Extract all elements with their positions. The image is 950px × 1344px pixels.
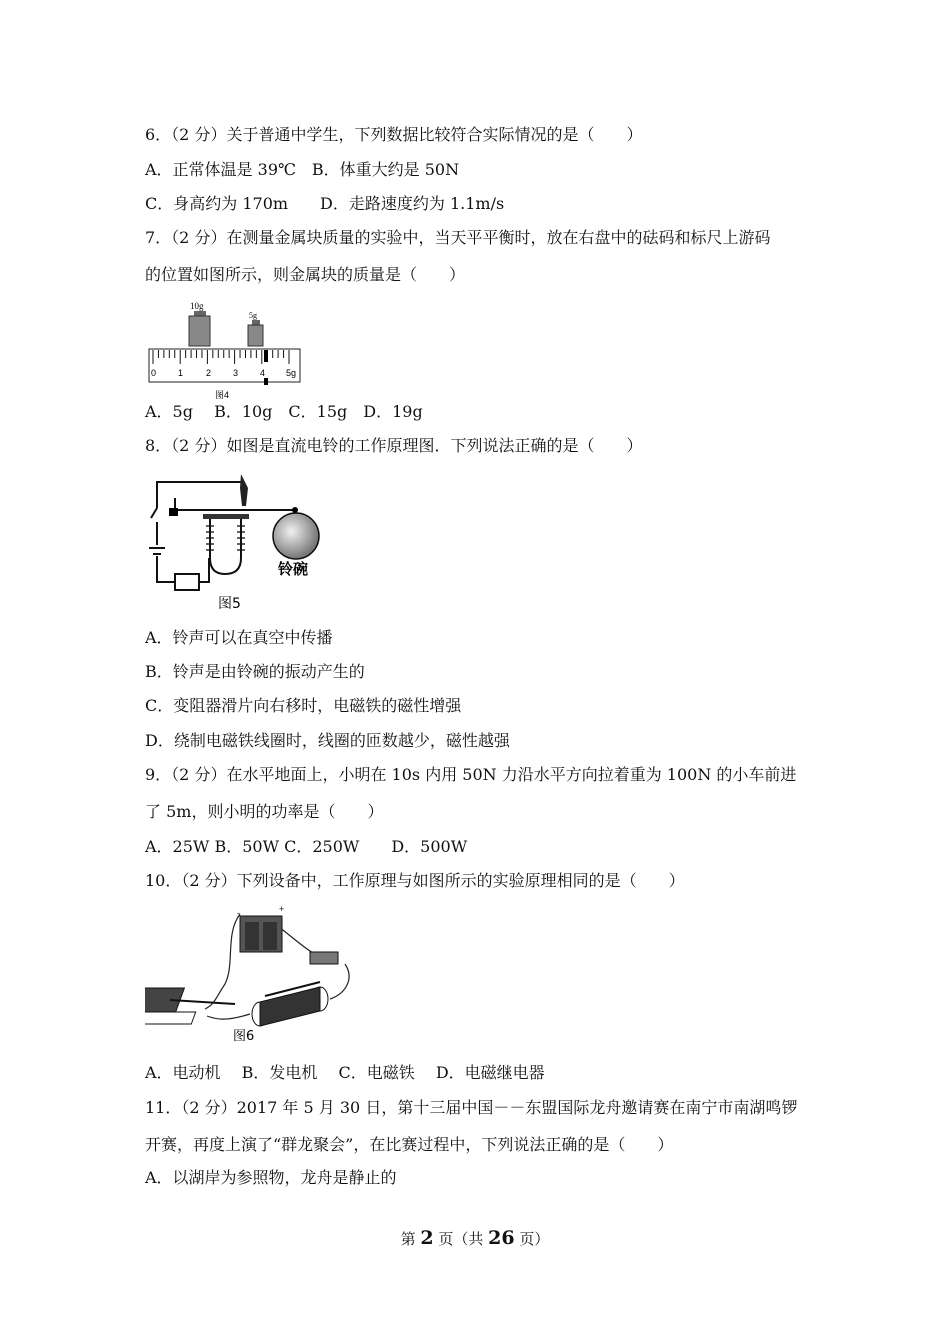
q9-options: A．25W B．50W C．250W D．500W [145, 837, 468, 856]
q6-options-ab: A．正常体温是 39℃ B．体重大约是 50N [145, 160, 460, 179]
q11-stem-line2: 开赛，再度上演了“群龙聚会”，在比赛过程中，下列说法正确的是（ ） [145, 1135, 674, 1154]
wire-bottom-left [157, 556, 175, 582]
footer-page-number: 2 [420, 1227, 434, 1249]
battery-cell-left [245, 922, 259, 950]
footer-total-pages: 26 [488, 1227, 515, 1249]
ruler-label-4: 4 [260, 368, 266, 378]
figure-4-caption: 图4 [215, 390, 230, 400]
knife-switch [310, 952, 338, 964]
footer-middle: 页（共 [433, 1230, 489, 1248]
bell-bowl [273, 513, 319, 559]
ruler-label-0: 0 [151, 368, 157, 378]
weight-5g [248, 325, 263, 346]
u-core [210, 518, 241, 574]
footer-prefix: 第 [400, 1230, 421, 1248]
rheostat [175, 574, 199, 590]
q8-option-d: D．绕制电磁铁线圈时，线圈的匝数越少，磁性越强 [145, 731, 510, 750]
terminal [169, 508, 178, 516]
page-footer [0, 1227, 950, 1249]
figure-5-caption: 图5 [218, 596, 241, 612]
q10-options: A．电动机 B．发电机 C．电磁铁 D．电磁继电器 [145, 1063, 545, 1082]
base-board [145, 1012, 196, 1024]
q7-stem-line2: 的位置如图所示，则金属块的质量是（ ） [145, 265, 466, 284]
rider-pointer [264, 378, 268, 385]
weight-10g [189, 316, 210, 346]
q7-stem-line1: 7．（2 分）在测量金属块质量的实验中，当天平平衡时，放在右盘中的砝码和标尺上游码 [145, 228, 771, 247]
q6-stem: 6．（2 分）关于普通中学生，下列数据比较符合实际情况的是（ ） [145, 125, 643, 144]
q8-option-b: B．铃声是由铃碗的振动产生的 [145, 662, 365, 681]
rider-marker [264, 350, 268, 362]
svg-text:-: - [237, 908, 240, 918]
ruler-label-2: 2 [206, 368, 212, 378]
battery-cell-right [263, 922, 277, 950]
footer-suffix: 页） [514, 1230, 550, 1248]
q9-stem-line1: 9．（2 分）在水平地面上，小明在 10s 内用 50N 力沿水平方向拉着重为 100N 的小车前进 [145, 765, 797, 784]
weight-10g-label: 10g [190, 301, 204, 311]
ruler-label-5: 5g [286, 368, 297, 378]
ruler-label-1: 1 [178, 368, 184, 378]
figure-4-balance-ruler [145, 298, 305, 401]
svg-text:+: + [279, 904, 285, 914]
q7-options: A．5g B．10g C．15g D．19g [145, 402, 423, 421]
q8-option-c: C．变阻器滑片向右移时，电磁铁的磁性增强 [145, 696, 462, 715]
q9-stem-line2: 了 5m，则小明的功率是（ ） [145, 802, 384, 821]
electromagnet-plate [203, 514, 249, 519]
q8-stem: 8．（2 分）如图是直流电铃的工作原理图．下列说法正确的是（ ） [145, 436, 643, 455]
q11-stem-line1: 11．（2 分）2017 年 5 月 30 日，第十三届中国－－东盟国际龙舟邀请赛在南宁市南湖鸣锣 [145, 1098, 798, 1117]
hammer-head [292, 507, 298, 513]
contact-screw [240, 474, 248, 506]
q10-stem: 10．（2 分）下列设备中，工作原理与如图所示的实验原理相同的是（ ） [145, 871, 685, 890]
weight-5g-label: 5g [249, 311, 257, 320]
figure-5-electric-bell [145, 470, 330, 615]
weight-10g-knob [194, 311, 206, 316]
rheostat-coil [260, 987, 320, 1026]
ruler-label-3: 3 [233, 368, 239, 378]
wire-rheostat-to-rails [207, 1014, 250, 1019]
wire-bottom-right [199, 558, 209, 582]
wire-top [157, 482, 243, 508]
q6-options-cd: C．身高约为 170m D．走路速度约为 1.1m/s [145, 194, 505, 213]
ruler-body [149, 349, 300, 382]
bell-bowl-label: 铃碗 [278, 560, 309, 578]
wire-battery-to-rails [205, 914, 240, 1009]
figure-6-caption: 图6 [233, 1029, 255, 1044]
q11-option-a: A．以湖岸为参照物，龙舟是静止的 [145, 1168, 397, 1187]
switch-lever [151, 508, 157, 518]
weight-5g-knob [252, 320, 260, 325]
q8-option-a: A．铃声可以在真空中传播 [145, 628, 333, 647]
wire-switch-to-rheostat [330, 964, 349, 999]
figure-6-experiment-setup [145, 904, 355, 1049]
